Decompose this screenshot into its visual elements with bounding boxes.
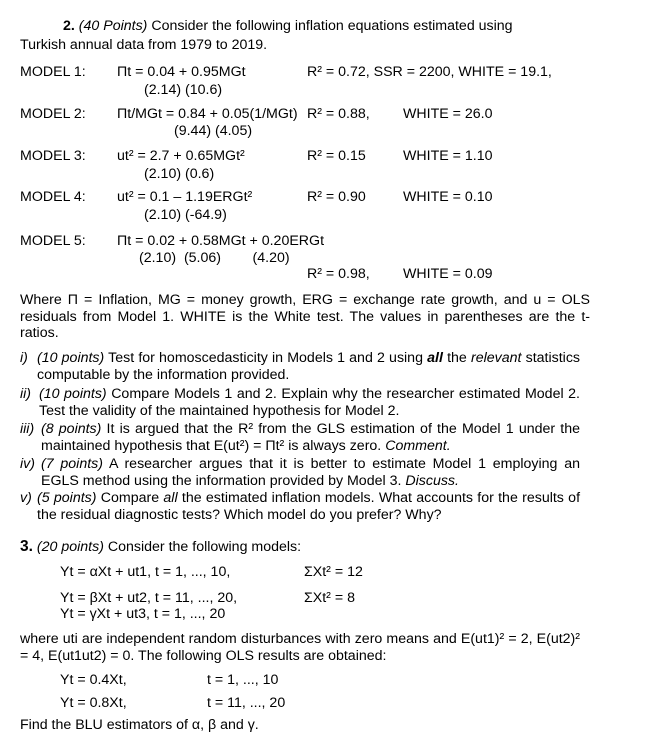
model-5-r2: R² = 0.98, [307, 266, 370, 282]
model-1-equation: Πt = 0.04 + 0.95MGt [117, 64, 246, 80]
q3-eq1: Yt = αXt + ut1, t = 1, ..., 10, [60, 564, 231, 580]
q2-points: (40 Points) [78, 18, 148, 34]
model-2-r2: R² = 0.88, [307, 106, 370, 122]
q2-item-i [20, 350, 580, 383]
model-5-white: WHITE = 0.09 [403, 266, 493, 282]
model-3-tratios: (2.10) (0.6) [144, 166, 215, 182]
model-4-tratios: (2.10) (-64.9) [144, 207, 227, 223]
q3-final-question: Find the BLU estimators of α, β and γ. [20, 717, 259, 733]
model-4-white: WHITE = 0.10 [403, 189, 493, 205]
model-3-r2: R² = 0.15 [307, 148, 366, 164]
model-2-label: MODEL 2: [20, 106, 86, 122]
model-2-equation: Πt/MGt = 0.84 + 0.05(1/MGt) [117, 106, 298, 122]
q3-eq3: Yt = γXt + ut3, t = 1, ..., 20 [60, 606, 226, 622]
model-3-label: MODEL 3: [20, 148, 86, 164]
q2-intro-line1: Consider the following inflation equations estimated using [151, 18, 513, 34]
q3-sum2: ΣXt² = 8 [304, 590, 355, 606]
q3-points: (20 points) [36, 539, 104, 555]
item-emph: all [163, 490, 178, 506]
q3-ols2-t: t = 11, ..., 20 [207, 695, 286, 711]
item-text: statistics computable by the information provided. [37, 350, 581, 383]
q2-intro-line2: Turkish annual data from 1979 to 2019. [20, 37, 268, 53]
item-points: (8 points) [41, 421, 102, 437]
q3-eq2: Yt = βXt + ut2, t = 11, ..., 20, [60, 590, 238, 606]
item-text: A researcher argues that it is better to estimate Model 1 employing an EGLS method using the information provided by Model 3. [41, 456, 580, 489]
model-2-white: WHITE = 26.0 [403, 106, 493, 122]
model-4-r2: R² = 0.90 [307, 189, 366, 205]
q2-header [63, 18, 513, 34]
model-3-white: WHITE = 1.10 [403, 148, 493, 164]
q3-ols2-eq: Yt = 0.8Xt, [60, 695, 127, 711]
item-text: Test for homoscedasticity in Models 1 and 2 using [104, 350, 428, 366]
item-emph: Comment. [385, 437, 451, 454]
q2-item-ii [20, 386, 580, 419]
q2-item-iv [20, 456, 580, 489]
model-2-tratios: (9.44) (4.05) [174, 123, 253, 139]
item-points: (10 points) [37, 350, 105, 366]
item-emph: all [427, 350, 443, 366]
item-text: the estimated inflation models. What accounts for the results of the residual diagnostic tests? Which model do you prefer? Why? [37, 490, 581, 523]
q2-item-iii [20, 421, 580, 454]
q3-where-paragraph: where uti are independent random disturbances with zero means and E(ut1)² = 2, E(ut2)² = 4, E(ut1ut2) = 0. The following OLS results are obtained: [20, 631, 580, 664]
q2-number: 2. [63, 18, 75, 34]
model-1-stats: R² = 0.72, SSR = 2200, WHITE = 19.1, [307, 64, 552, 80]
model-5-equation: Πt = 0.02 + 0.58MGt + 0.20ERGt [117, 233, 325, 249]
item-text: Compare [96, 490, 164, 506]
item-text: Compare Models 1 and 2. Explain why the researcher estimated Model 2. Test the validity of the maintained hypothesis for Model 2. [39, 386, 580, 419]
item-number: iv) [20, 456, 35, 472]
q3-ols1-t: t = 1, ..., 10 [207, 672, 279, 688]
item-emph: Discuss. [405, 472, 459, 489]
q3-intro: Consider the following models: [107, 539, 302, 555]
model-4-label: MODEL 4: [20, 189, 86, 205]
q2-item-v [20, 490, 580, 523]
item-emph: relevant [470, 350, 522, 366]
q3-ols1-eq: Yt = 0.4Xt, [60, 672, 127, 688]
model-1-tratios: (2.14) (10.6) [144, 82, 223, 98]
item-points: (5 points) [37, 490, 97, 506]
item-text: the [442, 350, 471, 366]
model-5-tratios: (2.10) (5.06) (4.20) [139, 250, 290, 266]
q3-number: 3. [20, 538, 33, 555]
q3-sum1: ΣXt² = 12 [304, 564, 363, 580]
item-points: (10 points) [39, 386, 107, 402]
item-number: iii) [20, 421, 35, 437]
item-text: It is argued that the R² from the GLS estimation of the Model 1 under the maintained hypothesis that E(ut²) = Πt² is always zero. [41, 421, 580, 454]
q3-header [20, 538, 301, 556]
model-1-label: MODEL 1: [20, 64, 86, 80]
q2-where-paragraph: Where Π = Inflation, MG = money growth, ERG = exchange rate growth, and u = OLS residuals from Model 1. WHITE is the White test. The values in parentheses are the t-ratios. [20, 292, 590, 341]
item-number: v) [20, 490, 32, 506]
model-3-equation: ut² = 2.7 + 0.65MGt² [117, 148, 245, 164]
model-5-label: MODEL 5: [20, 233, 86, 249]
item-number: i) [20, 350, 28, 366]
item-points: (7 points) [41, 456, 103, 472]
item-number: ii) [20, 386, 32, 402]
model-4-equation: ut² = 0.1 – 1.19ERGt² [117, 189, 253, 205]
